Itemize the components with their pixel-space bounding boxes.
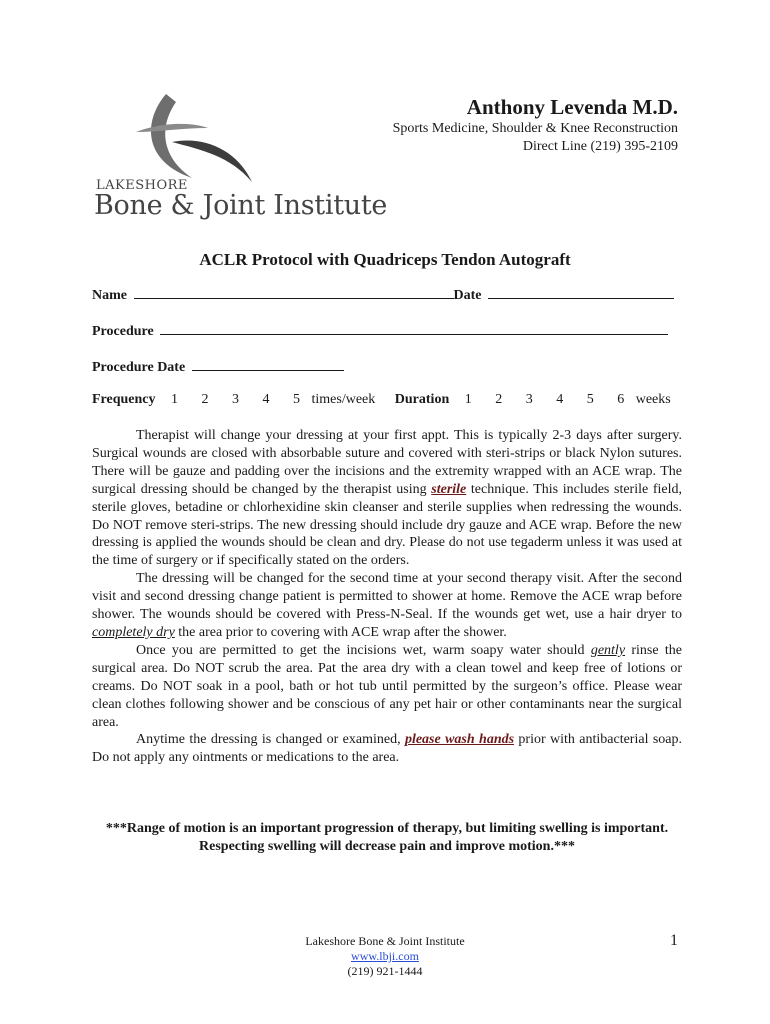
frequency-option[interactable]: 4 bbox=[262, 392, 270, 407]
doctor-specialty: Sports Medicine, Shoulder & Knee Reconstruction bbox=[392, 121, 678, 136]
paragraph-text: rinse the surgical area. Do NOT scrub the area. Pat the area dry with a clean towel and keep free of lotions or creams. Do NOT soak in a pool, bath or hot tub until permitted by the surgeon’s office. Please wear clean clothes following shower and be conscious of any pet hair or other contaminants near the surgical area. bbox=[92, 642, 682, 730]
paragraph-4 bbox=[92, 731, 682, 767]
duration-option[interactable]: 3 bbox=[525, 392, 533, 407]
range-of-motion-note: ***Range of motion is an important progression of therapy, but limiting swelling is important. Respecting swelling will decrease pain and improve motion.*** bbox=[105, 821, 669, 854]
paragraph-text: the area prior to covering with ACE wrap after the shower. bbox=[174, 624, 507, 640]
page-footer bbox=[0, 934, 770, 979]
frequency-option[interactable]: 2 bbox=[201, 392, 209, 407]
name-field[interactable] bbox=[134, 284, 454, 299]
frequency-unit: times/week bbox=[311, 392, 376, 407]
procedure-date-row bbox=[92, 356, 344, 376]
procedure-label: Procedure bbox=[92, 324, 154, 339]
emphasis-wash-hands: please wash hands bbox=[404, 732, 515, 748]
procedure-row bbox=[92, 320, 668, 340]
duration-unit: weeks bbox=[635, 392, 671, 407]
document-title: ACLR Protocol with Quadriceps Tendon Autograft bbox=[199, 250, 571, 269]
duration-option[interactable]: 2 bbox=[495, 392, 503, 407]
paragraph-text: Once you are permitted to get the incisions wet, warm soapy water should bbox=[136, 642, 591, 658]
swoosh-logo-icon bbox=[132, 92, 262, 188]
emphasis-gently: gently bbox=[590, 642, 626, 658]
duration-option[interactable]: 6 bbox=[617, 392, 625, 407]
page-number: 1 bbox=[670, 932, 678, 949]
duration-option[interactable]: 4 bbox=[556, 392, 564, 407]
paragraph-text: Anytime the dressing is changed or examined, bbox=[136, 732, 405, 748]
logo-small-text: LAKESHORE bbox=[96, 178, 188, 193]
footer-website-link[interactable]: www.lbji.com bbox=[351, 949, 419, 963]
procedure-field[interactable] bbox=[160, 320, 668, 335]
paragraph-1 bbox=[92, 427, 682, 570]
paragraph-text: prior with antibacterial soap. Do not apply any ointments or medications to the area. bbox=[92, 732, 683, 766]
frequency-duration-row bbox=[92, 392, 671, 408]
name-date-row bbox=[92, 284, 674, 304]
duration-option[interactable]: 1 bbox=[464, 392, 472, 407]
emphasis-completely-dry: completely dry bbox=[92, 624, 175, 640]
frequency-label: Frequency bbox=[92, 392, 156, 407]
paragraph-text: The dressing will be changed for the second time at your second therapy visit. After the second visit and second dressing change patient is permitted to shower at home. Remove the ACE wrap before shower. The wounds should be covered with Press-N-Seal. If the wounds get wet, use a hair dryer to bbox=[92, 571, 682, 623]
instructions-body bbox=[92, 427, 682, 767]
footer-org: Lakeshore Bone & Joint Institute bbox=[305, 934, 465, 948]
emphasis-sterile: sterile bbox=[431, 481, 467, 497]
procedure-date-label: Procedure Date bbox=[92, 360, 186, 375]
lakeshore-logo bbox=[92, 92, 388, 224]
doctor-header bbox=[393, 94, 678, 156]
duration-option[interactable]: 5 bbox=[586, 392, 594, 407]
frequency-option[interactable]: 5 bbox=[293, 392, 301, 407]
paragraph-text: technique. This includes sterile field, sterile gloves, betadine or chlorhexidine skin cleanser and sterile supplies when redressing the wounds. Do NOT remove steri-strips. The new dressing should include dry gauze and ACE wrap. Before the new dressing is applied the wounds should be clean and dry. Please do not use tegaderm unless it was used at the time of surgery or if specifically stated on the orders. bbox=[92, 481, 682, 569]
footer-phone: (219) 921-1444 bbox=[347, 964, 423, 978]
frequency-option[interactable]: 3 bbox=[232, 392, 240, 407]
duration-label: Duration bbox=[394, 392, 450, 407]
procedure-date-field[interactable] bbox=[192, 356, 344, 371]
date-label: Date bbox=[453, 288, 482, 303]
name-label: Name bbox=[92, 288, 127, 303]
logo-big-text: Bone & Joint Institute bbox=[94, 190, 388, 221]
frequency-option[interactable]: 1 bbox=[171, 392, 179, 407]
paragraph-text: Therapist will change your dressing at your first appt. This is typically 2-3 days after surgery. Surgical wounds are closed with absorbable suture and covered with steri-strips or black Nylon sutures. There will be gauze and padding over the incisions and the extremity wrapped with an ACE wrap. The surgical dressing should be changed by the therapist using bbox=[92, 428, 682, 497]
direct-line: Direct Line (219) 395-2109 bbox=[522, 139, 678, 154]
paragraph-3 bbox=[92, 642, 682, 732]
date-field[interactable] bbox=[488, 284, 674, 299]
doctor-name: Anthony Levenda M.D. bbox=[466, 95, 678, 119]
paragraph-2 bbox=[92, 570, 682, 642]
